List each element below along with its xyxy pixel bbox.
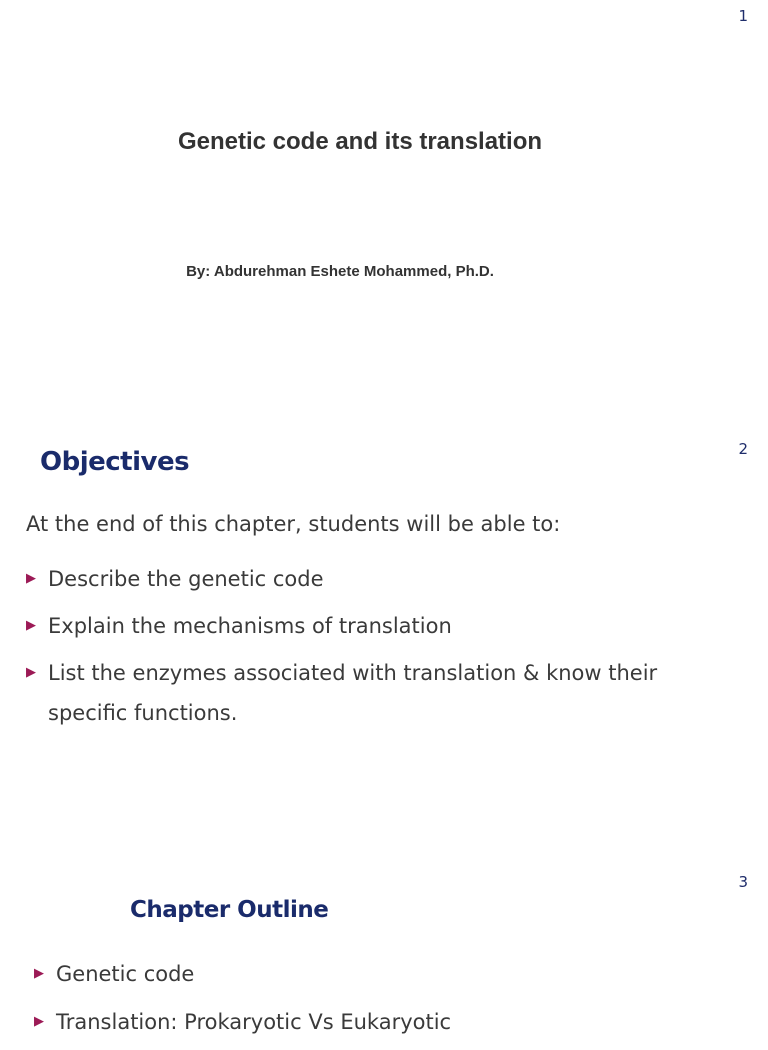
page-number: 3 — [738, 873, 748, 891]
slide-heading: Chapter Outline — [130, 897, 329, 923]
slide-1 — [0, 0, 768, 430]
outline-list — [34, 954, 714, 1050]
slide-3 — [0, 860, 768, 1034]
list-item — [26, 653, 706, 733]
triangle-right-icon: ▶ — [26, 571, 36, 586]
list-item — [26, 606, 706, 646]
list-item-text: Describe the genetic code — [48, 567, 324, 591]
slide-2 — [0, 430, 768, 860]
list-item — [34, 1002, 714, 1042]
slide-title: Genetic code and its translation — [177, 128, 543, 155]
list-item — [34, 954, 714, 994]
list-item-text: Translation: Prokaryotic Vs Eukaryotic — [56, 1010, 452, 1034]
list-item-text: Explain the mechanisms of translation — [48, 614, 452, 638]
triangle-right-icon: ▶ — [34, 966, 44, 981]
list-item-text: List the enzymes associated with translation & know their specific functions. — [48, 661, 658, 725]
objectives-list — [26, 559, 706, 740]
list-item — [26, 559, 706, 599]
page-number: 2 — [738, 440, 748, 458]
triangle-right-icon: ▶ — [34, 1014, 44, 1029]
slide-author: By: Abdurehman Eshete Mohammed, Ph.D. — [186, 263, 494, 280]
slide-heading: Objectives — [40, 447, 190, 477]
triangle-right-icon: ▶ — [26, 665, 36, 680]
intro-text: At the end of this chapter, students will be able to: — [26, 512, 561, 536]
page-number: 1 — [738, 7, 748, 25]
list-item-text: Genetic code — [56, 962, 195, 986]
triangle-right-icon: ▶ — [26, 618, 36, 633]
